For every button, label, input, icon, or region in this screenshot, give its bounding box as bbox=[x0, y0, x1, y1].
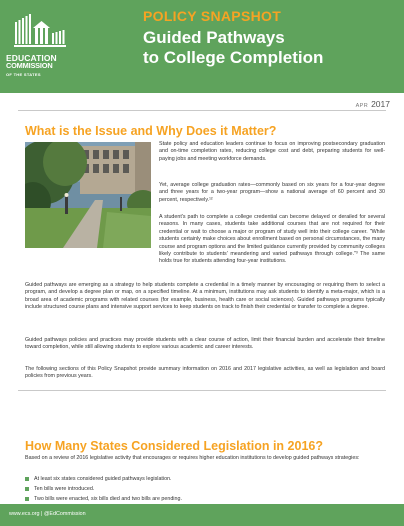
title-line-1: Guided Pathways bbox=[143, 28, 285, 47]
logo[interactable] bbox=[6, 14, 76, 84]
list-item bbox=[25, 486, 375, 493]
paragraph-1: State policy and education leaders continue to focus on improving postsecondary graduation and on-time completion rates, reducing college cost and debt, preparing students for well-paying jobs and meeting workforce demands. bbox=[159, 141, 385, 162]
paragraph-5: Guided pathways policies and practices may provide students with a clear course of action, limit their financial burden and accelerate their timeline toward completion, while still allowing students to explore various academic and career interests. bbox=[25, 337, 385, 351]
logo-line-states: OF THE STATES bbox=[6, 72, 41, 77]
date-month: APR bbox=[355, 103, 369, 109]
section-heading-issue: What is the Issue and Why Does it Matter? bbox=[25, 124, 277, 138]
section-heading-states: How Many States Considered Legislation in 2016? bbox=[25, 439, 323, 453]
list-item bbox=[25, 476, 375, 483]
list-item-text: Ten bills were introduced. bbox=[34, 486, 95, 493]
publication-date bbox=[356, 99, 390, 109]
divider-top bbox=[18, 110, 386, 111]
campus-photo bbox=[25, 142, 151, 248]
list-item-text: Two bills were enacted, six bills died and two bills are pending. bbox=[34, 496, 182, 503]
list-item-text: At least six states considered guided pathways legislation. bbox=[34, 476, 172, 482]
bullet-square-icon bbox=[25, 487, 29, 491]
footer-links[interactable]: www.ecs.org | @EdCommission bbox=[9, 511, 86, 517]
bullet-square-icon bbox=[25, 497, 29, 501]
logo-line-education: EDUCATION bbox=[6, 53, 57, 63]
date-year: 2017 bbox=[371, 99, 390, 109]
footer-bar bbox=[0, 504, 404, 526]
findings-list bbox=[25, 476, 375, 506]
page-title bbox=[143, 28, 393, 68]
paragraph-3a: A student's path to complete a college credential can become delayed or derailed for several reasons. In many cases, students take additional courses that are not required for their credential or wait to choose a major or program of study well into their college career. "While students certainly make choices about enrollment based on personal circumstances, the many course and program options and the limited guidance currently provided by community colleges likely contribute to students' meandering and varied pathways through college."³ The same holds true for students attending four-year institutions. bbox=[159, 214, 385, 265]
title-line-2: to College Completion bbox=[143, 48, 324, 67]
divider-mid bbox=[18, 390, 386, 391]
logo-line-commission: COMMISSION bbox=[6, 61, 53, 70]
paragraph-2: Yet, average college graduation rates—commonly based on six years for a four-year degree and three years for a two-year program—show a national average of 60 percent and 30 percent, respectively.¹² bbox=[159, 182, 385, 203]
paragraph-4: Guided pathways are emerging as a strategy to help students complete a credential in a timely manner by encouraging or requiring them to select a program, and develop a degree plan or map, on a specified timeline. At a minimum, institutions may ask students to identify a meta-major, which is a broad area of academic programs with related courses (for example, business, health care or social sciences). Guided pathways programs typically include structured course plans and intensive support services to keep students on track to finish their credential or transfer to complete a degree. bbox=[25, 282, 385, 311]
bullet-square-icon bbox=[25, 477, 29, 481]
paragraph-6: The following sections of this Policy Snapshot provide summary information on 2016 and 2017 legislative activities, as well as legislation and board policies from previous years. bbox=[25, 366, 385, 380]
policy-snapshot-label: POLICY SNAPSHOT bbox=[143, 8, 282, 24]
header-banner bbox=[0, 0, 404, 93]
list-item bbox=[25, 496, 375, 503]
columns-icon bbox=[14, 14, 68, 52]
section2-intro: Based on a review of 2016 legislative activity that encourages or requires higher education institutions to develop guided pathways strategies: bbox=[25, 455, 360, 461]
